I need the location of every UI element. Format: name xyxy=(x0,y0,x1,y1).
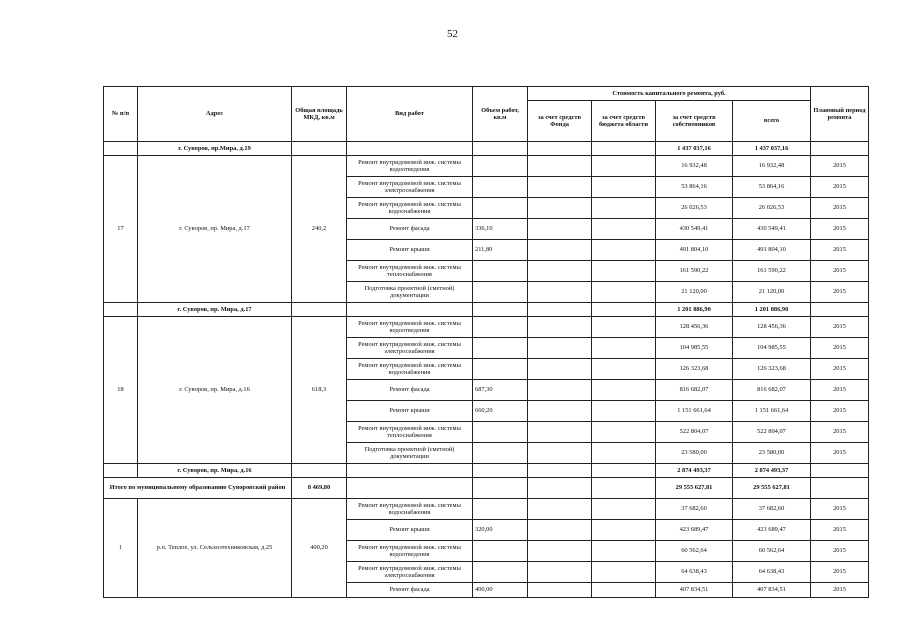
cell-period: 2015 xyxy=(811,443,869,464)
cell-owners: 423 689,47 xyxy=(656,520,733,541)
cell-fund xyxy=(528,261,592,282)
cell-total: 128 456,36 xyxy=(733,317,811,338)
cell-region-budget xyxy=(592,177,656,198)
cell-total: 423 689,47 xyxy=(733,520,811,541)
cell-region-budget xyxy=(592,478,656,499)
table-body xyxy=(104,142,869,598)
cell-total: 21 120,00 xyxy=(733,282,811,303)
cell-volume: 687,30 xyxy=(473,380,528,401)
cell-period: 2015 xyxy=(811,198,869,219)
cell-num: 17 xyxy=(104,156,138,303)
cell-work: Ремонт крыши xyxy=(347,401,473,422)
cell-area xyxy=(292,142,347,156)
cell-total: 26 026,53 xyxy=(733,198,811,219)
cell-work: Ремонт внутридомовой инж. системы водоотведения xyxy=(347,156,473,177)
cell-num xyxy=(104,142,138,156)
header-address: Адрес xyxy=(138,87,292,142)
cell-region-budget xyxy=(592,338,656,359)
cell-work: Ремонт внутридомовой инж. системы водоотведения xyxy=(347,317,473,338)
cell-period xyxy=(811,478,869,499)
cell-total: 491 804,10 xyxy=(733,240,811,261)
cell-area: 240,2 xyxy=(292,156,347,303)
cell-period: 2015 xyxy=(811,261,869,282)
cell-work xyxy=(347,142,473,156)
cell-region-budget xyxy=(592,198,656,219)
cell-fund xyxy=(528,198,592,219)
subtotal-row xyxy=(104,464,869,478)
cell-area: 400,20 xyxy=(292,499,347,598)
page-number: 52 xyxy=(447,28,458,40)
cell-work: Ремонт внутридомовой инж. системы электроснабжения xyxy=(347,177,473,198)
cell-region-budget xyxy=(592,156,656,177)
cell-region-budget xyxy=(592,261,656,282)
header-owners: за счет средств собственников xyxy=(656,101,733,142)
cell-area: 8 469,80 xyxy=(292,478,347,499)
cell-total-label: Итого по муниципальному образованию Суворовский район xyxy=(104,478,292,499)
repair-cost-table xyxy=(103,86,869,598)
cell-volume: 660,20 xyxy=(473,401,528,422)
cell-period: 2015 xyxy=(811,219,869,240)
cell-fund xyxy=(528,156,592,177)
cell-address: г. Суворов, пр. Мира, д.17 xyxy=(138,156,292,303)
cell-total: 53 864,16 xyxy=(733,177,811,198)
header-area: Общая площадь МКД, кв.м xyxy=(292,87,347,142)
cell-area xyxy=(292,303,347,317)
cell-total: 60 562,64 xyxy=(733,541,811,562)
cell-fund xyxy=(528,401,592,422)
cell-total: 126 323,68 xyxy=(733,359,811,380)
cell-volume xyxy=(473,177,528,198)
cell-owners: 2 874 493,37 xyxy=(656,464,733,478)
cell-owners: 1 201 886,90 xyxy=(656,303,733,317)
cell-num xyxy=(104,464,138,478)
cell-region-budget xyxy=(592,142,656,156)
cell-period: 2015 xyxy=(811,177,869,198)
cell-owners: 1 437 037,16 xyxy=(656,142,733,156)
header-region-budget: за счет средств бюджета области xyxy=(592,101,656,142)
subtotal-row xyxy=(104,142,869,156)
cell-volume xyxy=(473,422,528,443)
cell-fund xyxy=(528,520,592,541)
cell-area xyxy=(292,464,347,478)
cell-volume xyxy=(473,317,528,338)
cell-work: Ремонт фасада xyxy=(347,219,473,240)
cell-fund xyxy=(528,541,592,562)
cell-owners: 522 804,07 xyxy=(656,422,733,443)
cell-work: Ремонт фасада xyxy=(347,583,473,598)
cell-total: 1 201 886,90 xyxy=(733,303,811,317)
cell-owners: 128 456,36 xyxy=(656,317,733,338)
cell-volume xyxy=(473,464,528,478)
table-row xyxy=(104,317,869,338)
cell-fund xyxy=(528,303,592,317)
cell-total: 407 834,51 xyxy=(733,583,811,598)
cell-fund xyxy=(528,177,592,198)
header-volume: Объем работ, кв.м xyxy=(473,87,528,142)
cell-address: г. Суворов, пр.Мира, д.19 xyxy=(138,142,292,156)
cell-total: 29 555 627,81 xyxy=(733,478,811,499)
cell-owners: 1 151 661,64 xyxy=(656,401,733,422)
cell-period xyxy=(811,303,869,317)
cell-region-budget xyxy=(592,499,656,520)
cell-total: 430 549,41 xyxy=(733,219,811,240)
cell-period: 2015 xyxy=(811,562,869,583)
cell-total: 16 932,48 xyxy=(733,156,811,177)
cell-work: Ремонт внутридомовой инж. системы теплоснабжения xyxy=(347,261,473,282)
cell-period: 2015 xyxy=(811,317,869,338)
cell-volume xyxy=(473,443,528,464)
cell-work: Ремонт крыши xyxy=(347,520,473,541)
total-row xyxy=(104,478,869,499)
cell-owners: 29 555 627,81 xyxy=(656,478,733,499)
cell-fund xyxy=(528,142,592,156)
cell-fund xyxy=(528,562,592,583)
cell-fund xyxy=(528,478,592,499)
cell-region-budget xyxy=(592,240,656,261)
cell-period: 2015 xyxy=(811,422,869,443)
cell-period xyxy=(811,142,869,156)
cell-total: 64 638,43 xyxy=(733,562,811,583)
cell-owners: 60 562,64 xyxy=(656,541,733,562)
cell-region-budget xyxy=(592,541,656,562)
cell-owners: 37 682,60 xyxy=(656,499,733,520)
cell-work: Ремонт внутридомовой инж. системы водоснабжения xyxy=(347,198,473,219)
cell-fund xyxy=(528,317,592,338)
cell-work xyxy=(347,478,473,499)
cell-owners: 126 323,68 xyxy=(656,359,733,380)
cell-volume xyxy=(473,156,528,177)
cell-address: р.п. Теплое, ул. Сельхозтехниковская, д.25 xyxy=(138,499,292,598)
cell-address: г. Суворов, пр. Мира, д.17 xyxy=(138,303,292,317)
cell-work: Ремонт внутридомовой инж. системы теплоснабжения xyxy=(347,422,473,443)
cell-num: 18 xyxy=(104,317,138,464)
header-period: Плановый период ремонта xyxy=(811,87,869,142)
cell-region-budget xyxy=(592,317,656,338)
cell-num xyxy=(104,303,138,317)
table-row xyxy=(104,499,869,520)
cell-period: 2015 xyxy=(811,359,869,380)
cell-work: Ремонт внутридомовой инж. системы водоснабжения xyxy=(347,499,473,520)
cell-owners: 23 580,00 xyxy=(656,443,733,464)
cell-work: Ремонт внутридомовой инж. системы водоснабжения xyxy=(347,359,473,380)
cell-period: 2015 xyxy=(811,583,869,598)
cell-volume xyxy=(473,478,528,499)
cell-fund xyxy=(528,583,592,598)
cell-fund xyxy=(528,282,592,303)
cell-work: Ремонт внутридомовой инж. системы электроснабжения xyxy=(347,338,473,359)
cell-fund xyxy=(528,380,592,401)
cell-volume xyxy=(473,261,528,282)
cell-work: Подготовка проектной (сметной) документации xyxy=(347,282,473,303)
cell-fund xyxy=(528,464,592,478)
cell-region-budget xyxy=(592,520,656,541)
cell-fund xyxy=(528,443,592,464)
cell-volume xyxy=(473,142,528,156)
cell-period: 2015 xyxy=(811,156,869,177)
cell-period: 2015 xyxy=(811,380,869,401)
subtotal-row xyxy=(104,303,869,317)
cell-region-budget xyxy=(592,443,656,464)
cell-work xyxy=(347,464,473,478)
cell-area: 618,3 xyxy=(292,317,347,464)
cell-period: 2015 xyxy=(811,499,869,520)
cell-owners: 430 549,41 xyxy=(656,219,733,240)
cell-period: 2015 xyxy=(811,282,869,303)
cell-region-budget xyxy=(592,282,656,303)
cell-total: 522 804,07 xyxy=(733,422,811,443)
header-num: № п/п xyxy=(104,87,138,142)
cell-total: 816 682,07 xyxy=(733,380,811,401)
cell-period: 2015 xyxy=(811,338,869,359)
cell-fund xyxy=(528,338,592,359)
cell-volume: 211,80 xyxy=(473,240,528,261)
cell-region-budget xyxy=(592,401,656,422)
cell-work: Подготовка проектной (сметной) документации xyxy=(347,443,473,464)
cell-total: 2 874 493,37 xyxy=(733,464,811,478)
table-row xyxy=(104,156,869,177)
cell-region-budget xyxy=(592,464,656,478)
cell-region-budget xyxy=(592,562,656,583)
cell-period: 2015 xyxy=(811,401,869,422)
cell-work: Ремонт крыши xyxy=(347,240,473,261)
cell-fund xyxy=(528,499,592,520)
cell-work: Ремонт фасада xyxy=(347,380,473,401)
cell-volume xyxy=(473,303,528,317)
cell-owners: 104 985,55 xyxy=(656,338,733,359)
cell-owners: 21 120,00 xyxy=(656,282,733,303)
cell-work xyxy=(347,303,473,317)
header-fund: за счет средств Фонда xyxy=(528,101,592,142)
cell-fund xyxy=(528,359,592,380)
header-work-type: Вид работ xyxy=(347,87,473,142)
cell-region-budget xyxy=(592,359,656,380)
cell-owners: 491 804,10 xyxy=(656,240,733,261)
cell-owners: 64 638,43 xyxy=(656,562,733,583)
cell-address: г. Суворов, пр. Мира, д.16 xyxy=(138,317,292,464)
cell-volume xyxy=(473,198,528,219)
cell-volume xyxy=(473,562,528,583)
cell-work: Ремонт внутридомовой инж. системы водоотведения xyxy=(347,541,473,562)
cell-owners: 26 026,53 xyxy=(656,198,733,219)
cell-volume: 320,00 xyxy=(473,520,528,541)
cell-total: 1 151 661,64 xyxy=(733,401,811,422)
cell-total: 161 590,22 xyxy=(733,261,811,282)
cell-volume xyxy=(473,282,528,303)
cell-owners: 816 682,07 xyxy=(656,380,733,401)
cell-volume xyxy=(473,359,528,380)
header-cost-group: Стоимость капитального ремонта, руб. xyxy=(528,87,811,101)
cell-period: 2015 xyxy=(811,520,869,541)
cell-period xyxy=(811,464,869,478)
cell-volume: 336,10 xyxy=(473,219,528,240)
cell-region-budget xyxy=(592,219,656,240)
cell-period: 2015 xyxy=(811,541,869,562)
cell-owners: 161 590,22 xyxy=(656,261,733,282)
cell-total: 37 682,60 xyxy=(733,499,811,520)
cell-volume: 400,00 xyxy=(473,583,528,598)
cell-volume xyxy=(473,541,528,562)
cell-volume xyxy=(473,499,528,520)
cell-total: 1 437 037,16 xyxy=(733,142,811,156)
cell-total: 23 580,00 xyxy=(733,443,811,464)
cell-region-budget xyxy=(592,422,656,443)
cell-volume xyxy=(473,338,528,359)
cell-region-budget xyxy=(592,583,656,598)
cell-period: 2015 xyxy=(811,240,869,261)
cell-address: г. Суворов, пр. Мира, д.16 xyxy=(138,464,292,478)
cell-region-budget xyxy=(592,380,656,401)
cell-fund xyxy=(528,240,592,261)
cell-owners: 53 864,16 xyxy=(656,177,733,198)
cell-region-budget xyxy=(592,303,656,317)
cell-owners: 16 932,48 xyxy=(656,156,733,177)
header-total: всего xyxy=(733,101,811,142)
cell-total: 104 985,55 xyxy=(733,338,811,359)
cell-num: 1 xyxy=(104,499,138,598)
cell-work: Ремонт внутридомовой инж. системы электроснабжения xyxy=(347,562,473,583)
cell-owners: 407 834,51 xyxy=(656,583,733,598)
cell-fund xyxy=(528,219,592,240)
cell-fund xyxy=(528,422,592,443)
